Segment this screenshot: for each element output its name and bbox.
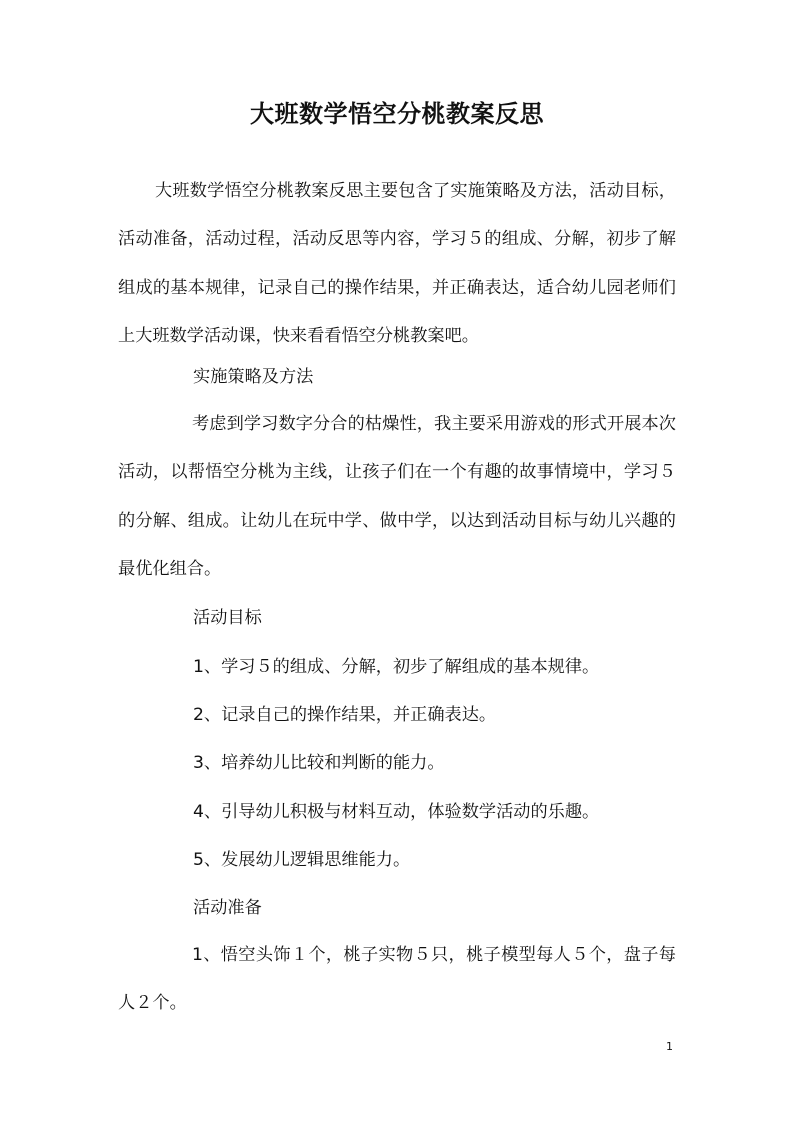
goal-item-5: 5、发展幼儿逻辑思维能力。 [193, 850, 411, 870]
page-number: 1 [666, 1040, 673, 1053]
prep-item-1: 1、悟空头饰１个，桃子实物５只，桃子模型每人５个，盘子每人２个。 [118, 945, 676, 1014]
section-heading-prep: 活动准备 [193, 898, 262, 918]
strategy-paragraph: 考虑到学习数字分合的枯燥性，我主要采用游戏的形式开展本次活动，以帮悟空分桃为主线，让孩子们在一个有趣的故事情境中，学习５的分解、组成。让幼儿在玩中学、做中学，以达到活动目标与幼儿兴趣的最优化组合。 [118, 414, 676, 580]
document-title: 大班数学悟空分桃教案反思 [250, 100, 544, 128]
section-heading-goals: 活动目标 [193, 608, 262, 628]
goal-item-4: 4、引导幼儿积极与材料互动，体验数学活动的乐趣。 [193, 802, 600, 822]
goal-item-1: 1、学习５的组成、分解，初步了解组成的基本规律。 [193, 657, 600, 677]
goal-item-3: 3、培养幼儿比较和判断的能力。 [193, 753, 445, 773]
goal-item-2: 2、记录自己的操作结果，并正确表达。 [193, 705, 497, 725]
section-heading-strategy: 实施策略及方法 [193, 367, 314, 387]
intro-paragraph: 大班数学悟空分桃教案反思主要包含了实施策略及方法，活动目标，活动准备，活动过程，活动反思等内容，学习５的组成、分解，初步了解组成的基本规律，记录自己的操作结果，并正确表达，适合幼儿园老师们上大班数学活动课，快来看看悟空分桃教案吧。 [118, 181, 676, 347]
